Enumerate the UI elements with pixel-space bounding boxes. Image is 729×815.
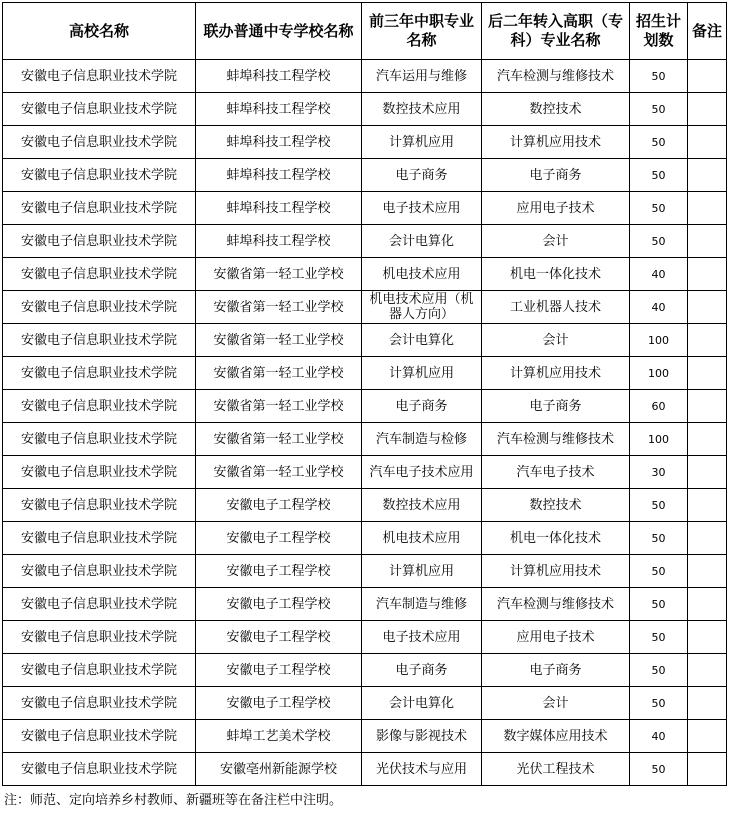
cell-partner-school: 安徽省第一轻工业学校 [196, 291, 362, 324]
cell-college-major: 电子商务 [482, 159, 630, 192]
cell-remarks [688, 324, 727, 357]
cell-partner-school: 安徽电子工程学校 [196, 687, 362, 720]
table-row [3, 423, 727, 456]
cell-remarks [688, 423, 727, 456]
cell-remarks [688, 654, 727, 687]
cell-partner-school: 安徽亳州新能源学校 [196, 753, 362, 786]
cell-enrollment-quota: 50 [630, 687, 688, 720]
cell-secondary-major: 会计电算化 [362, 324, 482, 357]
table-row [3, 357, 727, 390]
cell-enrollment-quota: 100 [630, 357, 688, 390]
cell-remarks [688, 159, 727, 192]
cell-secondary-major: 电子技术应用 [362, 192, 482, 225]
cell-partner-school: 安徽省第一轻工业学校 [196, 423, 362, 456]
cell-remarks [688, 291, 727, 324]
header-secondary-major: 前三年中职专业名称 [362, 3, 482, 60]
cell-partner-school: 安徽电子工程学校 [196, 555, 362, 588]
table-row [3, 489, 727, 522]
cell-enrollment-quota: 50 [630, 489, 688, 522]
cell-college-major: 会计 [482, 687, 630, 720]
header-row [3, 3, 727, 60]
cell-college-major: 汽车电子技术 [482, 456, 630, 489]
header-partner-school: 联办普通中专学校名称 [196, 3, 362, 60]
cell-enrollment-quota: 30 [630, 456, 688, 489]
cell-university: 安徽电子信息职业技术学院 [3, 555, 196, 588]
cell-university: 安徽电子信息职业技术学院 [3, 489, 196, 522]
cell-remarks [688, 93, 727, 126]
cell-college-major: 计算机应用技术 [482, 357, 630, 390]
cell-college-major: 会计 [482, 225, 630, 258]
cell-remarks [688, 126, 727, 159]
cell-college-major: 数字媒体应用技术 [482, 720, 630, 753]
cell-enrollment-quota: 50 [630, 93, 688, 126]
table-row [3, 291, 727, 324]
table-row [3, 720, 727, 753]
cell-partner-school: 安徽电子工程学校 [196, 654, 362, 687]
cell-enrollment-quota: 40 [630, 258, 688, 291]
cell-remarks [688, 489, 727, 522]
cell-enrollment-quota: 100 [630, 324, 688, 357]
cell-secondary-major: 计算机应用 [362, 126, 482, 159]
header-remarks: 备注 [688, 3, 727, 60]
enrollment-table [2, 2, 727, 786]
cell-enrollment-quota: 50 [630, 60, 688, 93]
cell-college-major: 汽车检测与维修技术 [482, 60, 630, 93]
cell-partner-school: 安徽省第一轻工业学校 [196, 456, 362, 489]
cell-secondary-major: 计算机应用 [362, 357, 482, 390]
table-row [3, 324, 727, 357]
cell-university: 安徽电子信息职业技术学院 [3, 588, 196, 621]
cell-enrollment-quota: 50 [630, 588, 688, 621]
cell-college-major: 机电一体化技术 [482, 522, 630, 555]
cell-university: 安徽电子信息职业技术学院 [3, 126, 196, 159]
table-row [3, 588, 727, 621]
cell-partner-school: 蚌埠工艺美术学校 [196, 720, 362, 753]
cell-secondary-major: 电子商务 [362, 390, 482, 423]
cell-partner-school: 安徽省第一轻工业学校 [196, 390, 362, 423]
cell-remarks [688, 225, 727, 258]
cell-enrollment-quota: 50 [630, 621, 688, 654]
cell-partner-school: 蚌埠科技工程学校 [196, 93, 362, 126]
cell-college-major: 电子商务 [482, 390, 630, 423]
table-row [3, 555, 727, 588]
cell-university: 安徽电子信息职业技术学院 [3, 225, 196, 258]
cell-university: 安徽电子信息职业技术学院 [3, 654, 196, 687]
cell-partner-school: 蚌埠科技工程学校 [196, 159, 362, 192]
cell-college-major: 工业机器人技术 [482, 291, 630, 324]
cell-partner-school: 蚌埠科技工程学校 [196, 60, 362, 93]
cell-enrollment-quota: 50 [630, 522, 688, 555]
table-row [3, 192, 727, 225]
cell-enrollment-quota: 50 [630, 654, 688, 687]
cell-remarks [688, 753, 727, 786]
cell-university: 安徽电子信息职业技术学院 [3, 390, 196, 423]
cell-university: 安徽电子信息职业技术学院 [3, 159, 196, 192]
table-row [3, 522, 727, 555]
table-row [3, 225, 727, 258]
cell-university: 安徽电子信息职业技术学院 [3, 522, 196, 555]
cell-university: 安徽电子信息职业技术学院 [3, 357, 196, 390]
cell-remarks [688, 522, 727, 555]
cell-secondary-major: 汽车制造与维修 [362, 588, 482, 621]
cell-partner-school: 安徽电子工程学校 [196, 588, 362, 621]
table-row [3, 390, 727, 423]
table-row [3, 159, 727, 192]
cell-secondary-major: 会计电算化 [362, 687, 482, 720]
cell-college-major: 计算机应用技术 [482, 555, 630, 588]
cell-college-major: 数控技术 [482, 489, 630, 522]
cell-enrollment-quota: 50 [630, 192, 688, 225]
cell-college-major: 机电一体化技术 [482, 258, 630, 291]
cell-remarks [688, 555, 727, 588]
cell-secondary-major: 数控技术应用 [362, 93, 482, 126]
cell-college-major: 电子商务 [482, 654, 630, 687]
cell-university: 安徽电子信息职业技术学院 [3, 687, 196, 720]
cell-remarks [688, 588, 727, 621]
cell-partner-school: 安徽电子工程学校 [196, 522, 362, 555]
cell-university: 安徽电子信息职业技术学院 [3, 258, 196, 291]
cell-college-major: 数控技术 [482, 93, 630, 126]
table-row [3, 753, 727, 786]
cell-university: 安徽电子信息职业技术学院 [3, 291, 196, 324]
cell-enrollment-quota: 60 [630, 390, 688, 423]
cell-secondary-major: 汽车运用与维修 [362, 60, 482, 93]
header-enrollment-quota: 招生计划数 [630, 3, 688, 60]
table-row [3, 258, 727, 291]
table-row [3, 621, 727, 654]
table-row [3, 654, 727, 687]
cell-remarks [688, 687, 727, 720]
cell-partner-school: 安徽省第一轻工业学校 [196, 357, 362, 390]
cell-secondary-major: 会计电算化 [362, 225, 482, 258]
cell-enrollment-quota: 40 [630, 720, 688, 753]
header-college-major: 后二年转入高职（专科）专业名称 [482, 3, 630, 60]
table-row [3, 126, 727, 159]
cell-secondary-major: 电子商务 [362, 654, 482, 687]
cell-partner-school: 安徽省第一轻工业学校 [196, 324, 362, 357]
cell-enrollment-quota: 50 [630, 753, 688, 786]
cell-secondary-major: 机电技术应用 [362, 522, 482, 555]
cell-university: 安徽电子信息职业技术学院 [3, 192, 196, 225]
table-row [3, 93, 727, 126]
cell-university: 安徽电子信息职业技术学院 [3, 324, 196, 357]
table-row [3, 687, 727, 720]
cell-secondary-major: 汽车制造与检修 [362, 423, 482, 456]
cell-college-major: 光伏工程技术 [482, 753, 630, 786]
cell-enrollment-quota: 50 [630, 159, 688, 192]
cell-secondary-major: 机电技术应用（机器人方向） [362, 291, 482, 324]
cell-remarks [688, 621, 727, 654]
cell-college-major: 汽车检测与维修技术 [482, 588, 630, 621]
cell-remarks [688, 720, 727, 753]
cell-secondary-major: 计算机应用 [362, 555, 482, 588]
cell-secondary-major: 光伏技术与应用 [362, 753, 482, 786]
cell-secondary-major: 电子技术应用 [362, 621, 482, 654]
cell-enrollment-quota: 40 [630, 291, 688, 324]
cell-partner-school: 安徽省第一轻工业学校 [196, 258, 362, 291]
cell-partner-school: 蚌埠科技工程学校 [196, 225, 362, 258]
cell-enrollment-quota: 50 [630, 126, 688, 159]
cell-university: 安徽电子信息职业技术学院 [3, 621, 196, 654]
table-row [3, 60, 727, 93]
cell-university: 安徽电子信息职业技术学院 [3, 456, 196, 489]
cell-university: 安徽电子信息职业技术学院 [3, 93, 196, 126]
cell-enrollment-quota: 100 [630, 423, 688, 456]
cell-college-major: 应用电子技术 [482, 192, 630, 225]
cell-college-major: 会计 [482, 324, 630, 357]
cell-college-major: 应用电子技术 [482, 621, 630, 654]
cell-partner-school: 蚌埠科技工程学校 [196, 192, 362, 225]
cell-secondary-major: 数控技术应用 [362, 489, 482, 522]
cell-partner-school: 安徽电子工程学校 [196, 621, 362, 654]
cell-college-major: 汽车检测与维修技术 [482, 423, 630, 456]
cell-partner-school: 蚌埠科技工程学校 [196, 126, 362, 159]
cell-secondary-major: 机电技术应用 [362, 258, 482, 291]
cell-enrollment-quota: 50 [630, 555, 688, 588]
cell-remarks [688, 60, 727, 93]
cell-remarks [688, 390, 727, 423]
cell-remarks [688, 192, 727, 225]
table-row [3, 456, 727, 489]
cell-remarks [688, 258, 727, 291]
cell-college-major: 计算机应用技术 [482, 126, 630, 159]
cell-secondary-major: 汽车电子技术应用 [362, 456, 482, 489]
cell-partner-school: 安徽电子工程学校 [196, 489, 362, 522]
header-university: 高校名称 [3, 3, 196, 60]
cell-secondary-major: 电子商务 [362, 159, 482, 192]
cell-secondary-major: 影像与影视技术 [362, 720, 482, 753]
cell-university: 安徽电子信息职业技术学院 [3, 423, 196, 456]
footnote: 注：师范、定向培养乡村教师、新疆班等在备注栏中注明。 [4, 793, 343, 808]
cell-university: 安徽电子信息职业技术学院 [3, 753, 196, 786]
cell-remarks [688, 357, 727, 390]
cell-university: 安徽电子信息职业技术学院 [3, 60, 196, 93]
cell-enrollment-quota: 50 [630, 225, 688, 258]
cell-university: 安徽电子信息职业技术学院 [3, 720, 196, 753]
cell-remarks [688, 456, 727, 489]
